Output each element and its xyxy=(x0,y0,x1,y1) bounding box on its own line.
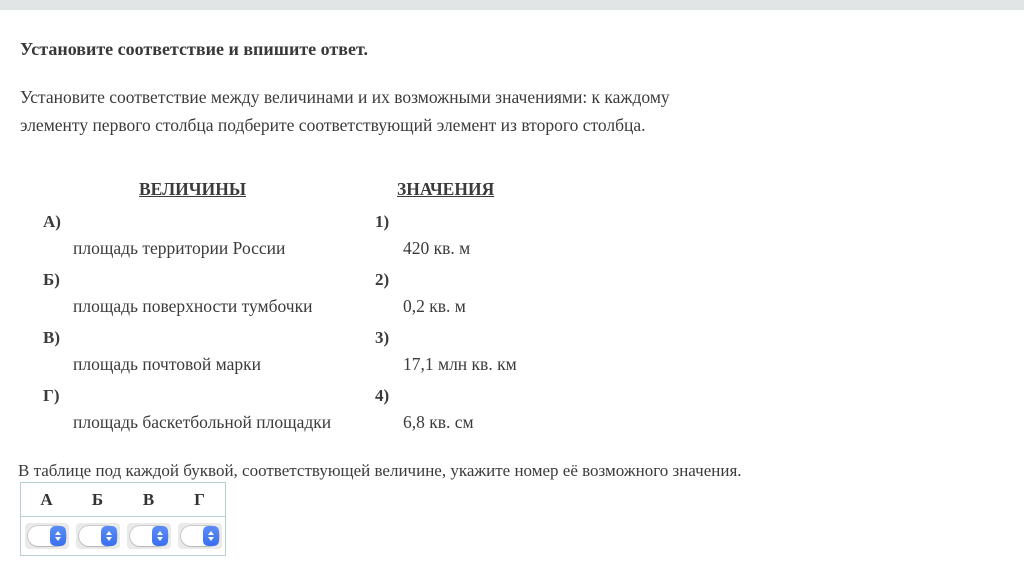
right-item-text: 420 кв. м xyxy=(403,238,471,258)
right-item-text: 6,8 кв. см xyxy=(403,412,474,432)
answer-col-header-a: А xyxy=(40,489,53,509)
answer-table xyxy=(20,482,226,556)
right-column-header: ЗНАЧЕНИЯ xyxy=(397,179,495,199)
right-item-marker: 1) xyxy=(375,212,390,231)
left-item-text: площадь поверхности тумбочки xyxy=(73,296,313,316)
answer-cell-g xyxy=(174,523,225,549)
stepper-down-icon xyxy=(157,537,163,541)
answer-table-note: В таблице под каждой буквой, соответствующей величине, укажите номер её возможного значения. xyxy=(18,461,742,480)
matching-list xyxy=(0,212,1024,444)
number-stepper-a[interactable] xyxy=(50,526,66,546)
answer-number-input-a[interactable] xyxy=(25,523,69,549)
right-item-text: 0,2 кв. м xyxy=(403,296,466,316)
left-item-text: площадь баскетбольной площадки xyxy=(73,412,332,432)
number-stepper-g[interactable] xyxy=(203,526,219,546)
left-column-header: ВЕЛИЧИНЫ xyxy=(139,179,247,199)
left-item-marker: В) xyxy=(43,328,60,347)
match-row-b xyxy=(0,270,1024,328)
answer-cell-b xyxy=(72,523,123,549)
answer-number-input-b[interactable] xyxy=(76,523,120,549)
answer-number-input-v[interactable] xyxy=(127,523,171,549)
task-instruction: Установите соответствие между величинами и их возможными значениями: к каждому элементу первого столбца подберите соответствующий элемент из второго столбца. xyxy=(20,86,670,135)
right-item-text: 17,1 млн кв. км xyxy=(403,354,517,374)
stepper-down-icon xyxy=(208,537,214,541)
answer-col-header-v: В xyxy=(142,489,155,509)
top-bar xyxy=(0,0,1024,10)
stepper-up-icon xyxy=(55,531,61,535)
answer-number-input-g[interactable] xyxy=(178,523,222,549)
left-item-marker: А) xyxy=(43,212,61,231)
page-title: Установите соответствие и впишите ответ. xyxy=(20,39,368,60)
left-item-text: площадь почтовой марки xyxy=(73,354,261,374)
left-item-marker: Г) xyxy=(43,386,60,405)
answer-col-header-b: Б xyxy=(91,489,104,509)
left-item-text: площадь территории России xyxy=(73,238,286,258)
answer-table-input-row xyxy=(21,517,225,555)
match-row-v xyxy=(0,328,1024,386)
number-stepper-b[interactable] xyxy=(101,526,117,546)
match-row-a xyxy=(0,212,1024,270)
match-row-g xyxy=(0,386,1024,444)
answer-col-header-g: Г xyxy=(194,489,205,509)
answer-cell-v xyxy=(123,523,174,549)
stepper-down-icon xyxy=(55,537,61,541)
right-item-marker: 3) xyxy=(375,328,390,347)
stepper-down-icon xyxy=(106,537,112,541)
left-item-marker: Б) xyxy=(43,270,60,289)
stepper-up-icon xyxy=(208,531,214,535)
stepper-up-icon xyxy=(157,531,163,535)
number-stepper-v[interactable] xyxy=(152,526,168,546)
answer-table-header-row xyxy=(21,483,225,517)
answer-cell-a xyxy=(21,523,72,549)
right-item-marker: 4) xyxy=(375,386,390,405)
stepper-up-icon xyxy=(106,531,112,535)
right-item-marker: 2) xyxy=(375,270,390,289)
